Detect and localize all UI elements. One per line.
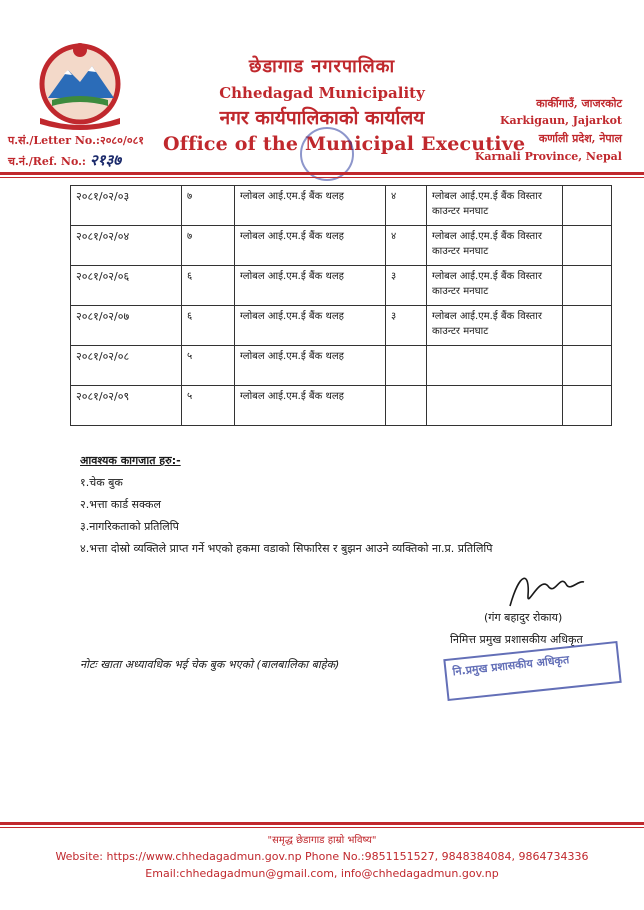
ward-cell: ७	[182, 186, 235, 226]
ward-cell	[386, 386, 427, 426]
address-line-1: कार्कीगाउँ, जाजरकोट	[536, 97, 622, 110]
signatory-title: निमित्त प्रमुख प्रशासकीय अधिकृत	[450, 633, 583, 646]
address-line-4: Karnali Province, Nepal	[474, 150, 622, 163]
address-line-2: Karkigaun, Jajarkot	[499, 114, 622, 127]
footer-divider-thin	[0, 827, 644, 828]
branch-cell: ग्लोबल आई.एम.ई बैंक विस्तार काउन्टर मनघाट	[427, 186, 563, 226]
table-row	[71, 386, 612, 426]
ref-number	[8, 150, 121, 170]
empty-cell	[563, 306, 612, 346]
required-documents-title: आवश्यक कागजात हरु:-	[80, 454, 181, 467]
footer-email: Email:chhedagadmun@gmail.com, info@chhedagadmun.gov.np	[145, 867, 499, 880]
branch-cell: ग्लोबल आई.एम.ई बैंक थलह	[235, 186, 386, 226]
office-name-nepali: नगर कार्यपालिकाको कार्यालय	[219, 107, 425, 129]
branch-cell: ग्लोबल आई.एम.ई बैंक विस्तार काउन्टर मनघाट	[427, 266, 563, 306]
branch-cell: ग्लोबल आई.एम.ई बैंक थलह	[235, 346, 386, 386]
municipality-name-nepali: छेडागाड नगरपालिका	[248, 56, 396, 77]
distribution-schedule-table	[70, 185, 612, 426]
table-row	[71, 186, 612, 226]
ref-number-value: २१३७	[89, 151, 122, 169]
ward-cell	[386, 346, 427, 386]
branch-cell: ग्लोबल आई.एम.ई बैंक थलह	[235, 306, 386, 346]
table-row	[71, 266, 612, 306]
ward-cell: ४	[386, 226, 427, 266]
empty-cell	[563, 346, 612, 386]
branch-cell	[427, 386, 563, 426]
branch-cell: ग्लोबल आई.एम.ई बैंक थलह	[235, 266, 386, 306]
branch-cell: ग्लोबल आई.एम.ई बैंक विस्तार काउन्टर मनघाट	[427, 226, 563, 266]
note: नोटः खाता अध्यावधिक भई चेक बुक भएको (बालबालिका बाहेक)	[80, 658, 340, 671]
empty-cell	[563, 266, 612, 306]
officer-stamp: नि.प्रमुख प्रशासकीय अधिकृत	[443, 641, 621, 701]
footer-divider	[0, 822, 644, 825]
ref-number-label: च.नं./Ref. No.:	[8, 155, 86, 168]
date-cell: २०८१/०२/०३	[71, 186, 182, 226]
footer-slogan: "समृद्ध छेडागाड हाम्रो भविष्य"	[267, 835, 377, 846]
header-divider	[0, 172, 644, 175]
ward-cell: ३	[386, 266, 427, 306]
table-row	[71, 346, 612, 386]
date-cell: २०८१/०२/०८	[71, 346, 182, 386]
empty-cell	[563, 386, 612, 426]
signatory-name: (गंग बहादुर रोकाय)	[484, 611, 563, 624]
header-divider-thin	[0, 177, 644, 178]
date-cell: २०८१/०२/०७	[71, 306, 182, 346]
table-row	[71, 306, 612, 346]
date-cell: २०८१/०२/०४	[71, 226, 182, 266]
ward-cell: ७	[182, 226, 235, 266]
signature-icon	[500, 566, 590, 616]
branch-cell: ग्लोबल आई.एम.ई बैंक थलह	[235, 226, 386, 266]
address-line-3: कर्णाली प्रदेश, नेपाल	[538, 132, 622, 145]
letter-number: प.सं./Letter No.:२०८०/०८१	[8, 134, 145, 147]
document-item: ४.भत्ता दोस्रो व्यक्तिले प्राप्त गर्ने भएको हकमा वडाको सिफारिस र बुझन आउने व्यक्तिको ना.प्र. प्रतिलिपि	[80, 542, 493, 555]
footer-contact: Website: https://www.chhedagadmun.gov.np Phone No.:9851151527, 9848384084, 9864734336	[55, 850, 589, 863]
ward-cell: ५	[182, 346, 235, 386]
empty-cell	[563, 226, 612, 266]
date-cell: २०८१/०२/०९	[71, 386, 182, 426]
table-row	[71, 226, 612, 266]
ward-cell: ४	[386, 186, 427, 226]
document-item: २.भत्ता कार्ड सक्कल	[80, 498, 161, 511]
empty-cell	[563, 186, 612, 226]
branch-cell	[427, 346, 563, 386]
ward-cell: ३	[386, 306, 427, 346]
ward-cell: ६	[182, 266, 235, 306]
required-documents	[80, 450, 560, 560]
municipality-name-english: Chhedagad Municipality	[219, 84, 425, 102]
office-name-english: Office of the Municipal Executive	[163, 133, 526, 155]
branch-cell: ग्लोबल आई.एम.ई बैंक विस्तार काउन्टर मनघाट	[427, 306, 563, 346]
ward-cell: ५	[182, 386, 235, 426]
branch-cell: ग्लोबल आई.एम.ई बैंक थलह	[235, 386, 386, 426]
document-item: १.चेक बुक	[80, 476, 123, 489]
document-item: ३.नागरिकताको प्रतिलिपि	[80, 520, 179, 533]
ward-cell: ६	[182, 306, 235, 346]
date-cell: २०८१/०२/०६	[71, 266, 182, 306]
